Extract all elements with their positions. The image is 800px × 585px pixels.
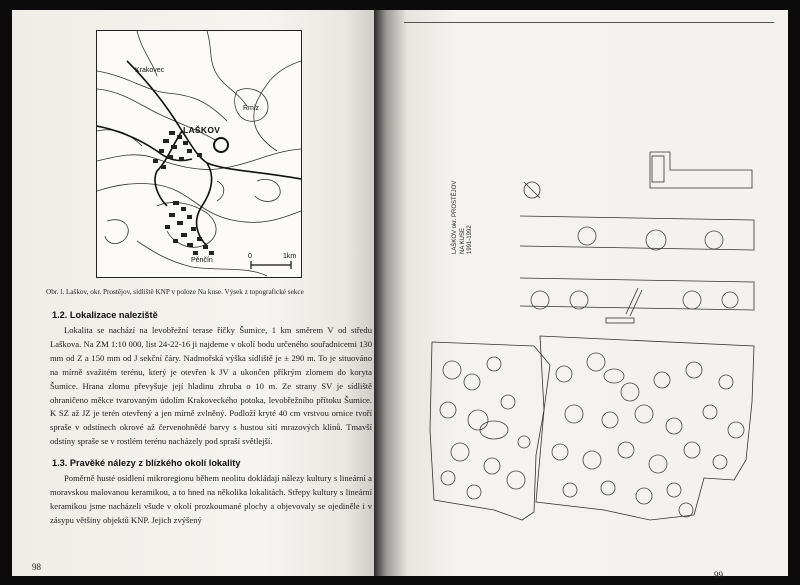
- section-heading-pravek: 1.3. Pravěké nálezy z blízkého okolí lokality: [52, 458, 241, 468]
- scale-zero-label: 0: [248, 253, 252, 260]
- left-page: [12, 10, 374, 576]
- page-number-left: 98: [32, 562, 41, 572]
- plan-title-line-1: LAŠKOV okr. PROSTĚJOV: [452, 180, 458, 254]
- scale-km-label: 1km: [283, 253, 297, 260]
- location-map: [96, 30, 302, 278]
- excavation-plan: [374, 10, 788, 576]
- plan-title-label: [452, 181, 475, 254]
- topographic-map-drawing: [97, 31, 301, 277]
- plan-title-line-2: NA KUSE: [459, 227, 466, 254]
- plan-title-line-3: 1991-1992: [467, 225, 473, 254]
- section-heading-lokalizace: 1.2. Lokalizace naleziště: [52, 310, 158, 320]
- map-label-krakovec: Krakovec: [135, 67, 165, 74]
- map-label-rmiz: Rmiz: [243, 105, 259, 112]
- map-label-laskov: LAŠKOV: [183, 125, 221, 135]
- section-text-pravek: Poměrně husté osídlení mikroregionu během neolitu dokládají nálezy kultury s lineární a moravskou malovanou keramikou, a to hned na několika lokalitách. Střepy kultury s lineární keramikou jsme nacházeli všude v okolí prozkoumané plochy a objevovaly se ojediněle i v zásypu většiny objektů KNP. Jejich zvýšený: [50, 473, 372, 525]
- map-label-pencin: Pěnčín: [191, 257, 213, 264]
- section-text-lokalizace: Lokalita se nachází na levobřežní terase říčky Šumice, 1 km směrem V od středu Laškova. Na ZM 1:10 000, list 24-22-16 ji najdeme v okolí bodu určeného souřadnicemi 130 mm od Z a 150 mm od J sekční čáry. Nadmořská výška sídliště je ± 290 m. To je situováno na mírně svažitém terénu, který je otevřen k JV a ukončen příkrým zlomem do koryta Šumice. Hrana zlomu převyšuje její hladinu zhruba o 10 m. Ze strany SV je sídliště ohraničeno měkce tvarovaným údolím Krakoveckého potoka, levobřežního přítoku Šumice. K SZ až JZ je terén otevřený a jen mírně zvlněný. Podloží kryté 40 cm vrstvou ornice tvoří spraše v odstínech okrové až červenohnědé barvy s hustou sítí mrazových klínů. Tmavší odstíny spraše se v rostlém terénu nacházely pod spraší světlejší.: [50, 325, 372, 447]
- page-number-right: 99: [714, 570, 723, 580]
- figure-caption: Obr. l. Laškov, okr. Prostějov, sídliště KNP v poloze Na kuse. Výsek z topografické sekce: [46, 288, 304, 296]
- right-page: [374, 10, 788, 580]
